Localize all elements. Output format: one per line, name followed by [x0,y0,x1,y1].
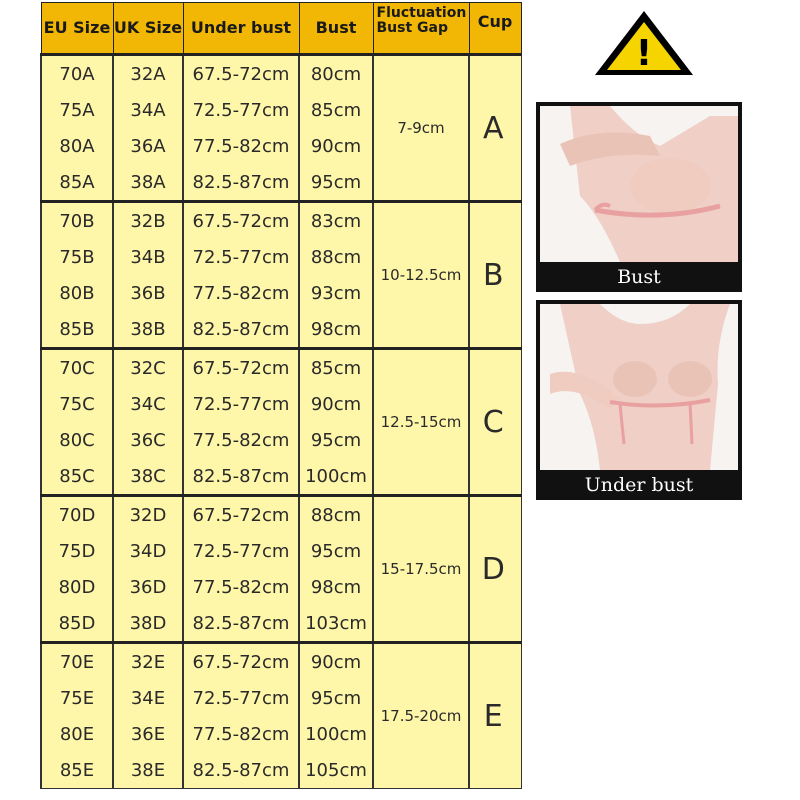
cell-eu-size: 70D [41,496,113,534]
header-uk-size: UK Size [113,3,183,55]
cell-uk-size: 34A [113,92,183,128]
cell-eu-size: 75D [41,533,113,569]
cell-under-bust: 67.5-72cm [183,55,299,93]
cell-bust: 95cm [299,680,373,716]
cell-uk-size: 32E [113,643,183,681]
cell-under-bust: 67.5-72cm [183,496,299,534]
cell-under-bust: 67.5-72cm [183,202,299,240]
cell-bust-gap: 17.5-20cm [373,643,469,789]
cell-under-bust: 82.5-87cm [183,752,299,789]
cell-bust: 100cm [299,458,373,496]
cell-eu-size: 70C [41,349,113,387]
cell-under-bust: 72.5-77cm [183,680,299,716]
cell-bust: 88cm [299,496,373,534]
header-under-bust: Under bust [183,3,299,55]
cell-eu-size: 85E [41,752,113,789]
cell-bust-gap: 15-17.5cm [373,496,469,643]
table-row [41,55,521,93]
cell-uk-size: 34E [113,680,183,716]
cell-bust: 105cm [299,752,373,789]
cell-uk-size: 34B [113,239,183,275]
cell-uk-size: 38E [113,752,183,789]
cell-bust-gap: 12.5-15cm [373,349,469,496]
cell-bust: 85cm [299,92,373,128]
cell-uk-size: 36B [113,275,183,311]
warning-symbol: ! [635,33,653,74]
cell-under-bust: 77.5-82cm [183,128,299,164]
cell-under-bust: 82.5-87cm [183,164,299,202]
cell-uk-size: 34C [113,386,183,422]
cell-bust: 90cm [299,386,373,422]
cell-under-bust: 72.5-77cm [183,386,299,422]
cell-bust: 95cm [299,422,373,458]
cell-bust-gap: 10-12.5cm [373,202,469,349]
cell-under-bust: 72.5-77cm [183,239,299,275]
cell-eu-size: 70E [41,643,113,681]
cell-cup-letter: C [469,349,521,496]
cell-bust: 100cm [299,716,373,752]
table-row [41,496,521,534]
cell-eu-size: 85A [41,164,113,202]
cell-eu-size: 85C [41,458,113,496]
cell-eu-size: 70B [41,202,113,240]
cell-eu-size: 80B [41,275,113,311]
header-fluctuation-line1: Fluctuation [376,5,467,21]
cell-bust: 95cm [299,164,373,202]
cell-eu-size: 75C [41,386,113,422]
cell-cup-letter: D [469,496,521,643]
cell-uk-size: 38A [113,164,183,202]
under-bust-caption: Under bust [584,474,694,496]
cell-uk-size: 36E [113,716,183,752]
table-row [41,349,521,387]
cell-uk-size: 32A [113,55,183,93]
cell-under-bust: 82.5-87cm [183,458,299,496]
size-chart-table [40,2,522,789]
cell-eu-size: 80E [41,716,113,752]
cell-bust: 85cm [299,349,373,387]
cell-bust: 95cm [299,533,373,569]
cell-eu-size: 80A [41,128,113,164]
cell-uk-size: 32D [113,496,183,534]
cell-cup-letter: E [469,643,521,789]
cell-bust: 98cm [299,311,373,349]
cell-eu-size: 70A [41,55,113,93]
cell-under-bust: 67.5-72cm [183,643,299,681]
table-row [41,643,521,681]
header-bust: Bust [299,3,373,55]
warning-icon [592,8,696,78]
table-header-row [41,3,521,55]
cell-uk-size: 32C [113,349,183,387]
cell-bust: 80cm [299,55,373,93]
cell-uk-size: 38C [113,458,183,496]
header-eu-size: EU Size [41,3,113,55]
cell-eu-size: 80D [41,569,113,605]
bust-caption: Bust [617,266,661,288]
cell-under-bust: 77.5-82cm [183,569,299,605]
bust-measurement-illustration-icon [540,106,738,262]
cell-eu-size: 85B [41,311,113,349]
cell-under-bust: 72.5-77cm [183,533,299,569]
under-bust-illustration [536,300,742,500]
cell-uk-size: 36D [113,569,183,605]
cell-under-bust: 72.5-77cm [183,92,299,128]
cell-eu-size: 75A [41,92,113,128]
header-fluctuation-line2: Bust Gap [376,20,448,37]
header-cup: Cup [469,3,521,55]
cell-uk-size: 34D [113,533,183,569]
cell-eu-size: 75B [41,239,113,275]
cell-bust: 98cm [299,569,373,605]
table-row [41,202,521,240]
cell-uk-size: 36A [113,128,183,164]
cell-uk-size: 32B [113,202,183,240]
cell-cup-letter: B [469,202,521,349]
cell-under-bust: 82.5-87cm [183,605,299,643]
cell-bust-gap: 7-9cm [373,55,469,202]
cell-uk-size: 38D [113,605,183,643]
cell-bust: 93cm [299,275,373,311]
cell-under-bust: 77.5-82cm [183,716,299,752]
cell-bust: 88cm [299,239,373,275]
cell-bust: 103cm [299,605,373,643]
header-fluctuation [373,3,469,55]
bust-illustration [536,102,742,292]
cell-bust: 90cm [299,643,373,681]
cell-bust: 90cm [299,128,373,164]
cell-eu-size: 85D [41,605,113,643]
cell-uk-size: 38B [113,311,183,349]
cell-under-bust: 77.5-82cm [183,422,299,458]
cell-cup-letter: A [469,55,521,202]
cell-under-bust: 77.5-82cm [183,275,299,311]
cell-eu-size: 80C [41,422,113,458]
cell-uk-size: 36C [113,422,183,458]
cell-under-bust: 67.5-72cm [183,349,299,387]
under-bust-measurement-illustration-icon [540,304,738,470]
cell-under-bust: 82.5-87cm [183,311,299,349]
cell-bust: 83cm [299,202,373,240]
cell-eu-size: 75E [41,680,113,716]
